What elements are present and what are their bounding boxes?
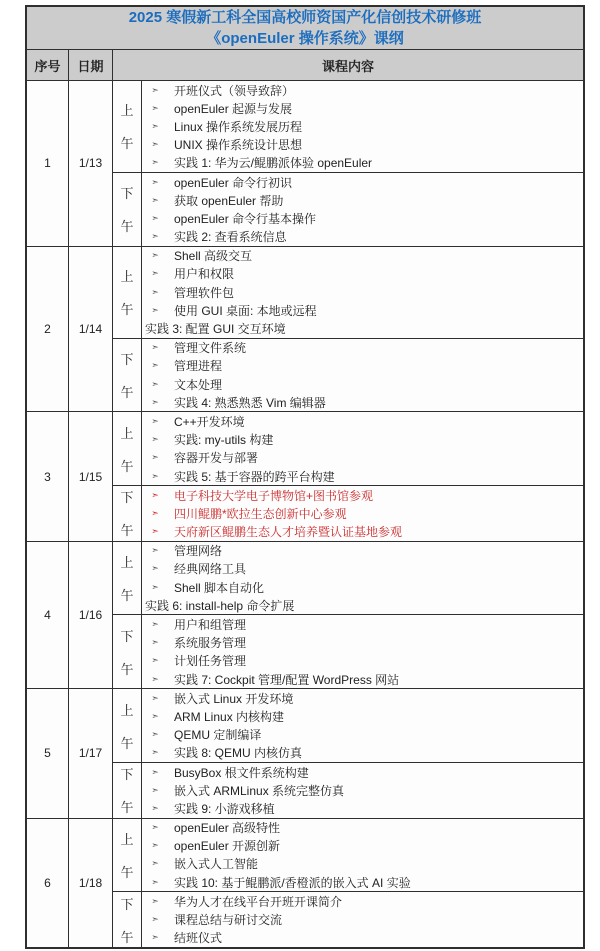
course-item-text: BusyBox 根文件系统构建 [174,765,309,780]
course-item [142,191,583,209]
course-item [142,209,583,227]
course-item-text: 实践 4: 熟悉熟悉 Vim 编辑器 [174,395,326,410]
session-morning [113,689,583,762]
session-morning [113,412,583,485]
course-item [142,339,583,357]
course-item-text: openEuler 命令行基本操作 [174,211,317,226]
session-afternoon [113,614,583,688]
course-item-text: 实践 7: Cockpit 管理/配置 WordPress 网站 [174,672,400,687]
course-item-text: openEuler 命令行初识 [174,175,293,190]
arrow-bullet-icon: ➣ [151,250,159,261]
course-item-text: ARM Linux 内核构建 [174,709,285,724]
course-item [142,596,583,614]
day-sessions [113,247,583,412]
course-item-text: 开班仪式（领导致辞） [174,83,295,98]
period-char: 上 [120,831,134,847]
course-item-text: UNIX 操作系统设计思想 [174,138,303,153]
arrow-bullet-icon: ➣ [151,895,159,906]
arrow-bullet-icon: ➣ [151,858,159,869]
arrow-bullet-icon: ➣ [151,120,159,131]
course-item [142,652,583,670]
course-item-text: 实践 5: 基于容器的跨平台构建 [174,469,335,484]
course-item [142,615,583,633]
course-item [142,81,583,99]
course-item-text: 嵌入式 Linux 开发环境 [174,691,294,706]
course-item-list [142,412,583,485]
course-item-list [142,542,583,615]
arrow-bullet-icon: ➣ [151,396,159,407]
session-afternoon [113,891,583,947]
arrow-bullet-icon: ➣ [151,415,159,426]
day-date: 1/16 [69,542,113,689]
arrow-bullet-icon: ➣ [151,360,159,371]
course-item [142,560,583,578]
arrow-bullet-icon: ➣ [151,637,159,648]
course-item-text: 用户和组管理 [174,618,247,633]
arrow-bullet-icon: ➣ [151,139,159,150]
day-date: 1/13 [69,81,113,246]
course-item [142,449,583,467]
day-index: 3 [27,412,69,540]
arrow-bullet-icon: ➣ [151,526,159,537]
course-item [142,283,583,301]
arrow-bullet-icon: ➣ [151,840,159,851]
document-title [27,7,583,50]
day-sessions [113,819,583,947]
arrow-bullet-icon: ➣ [151,932,159,943]
day-row [27,818,583,947]
doc-title-line-2: 《openEuler 操作系统》课纲 [206,30,404,47]
period-char: 下 [120,186,134,202]
arrow-bullet-icon: ➣ [151,710,159,721]
arrow-bullet-icon: ➣ [151,876,159,887]
course-item-text: 使用 GUI 桌面: 本地或远程 [174,303,317,318]
course-item [142,173,583,191]
course-item-text: openEuler 开源创新 [174,839,281,854]
course-item [142,689,583,707]
arrow-bullet-icon: ➣ [151,231,159,242]
course-item-text: 用户和权限 [174,267,235,282]
arrow-bullet-icon: ➣ [151,157,159,168]
day-date: 1/15 [69,412,113,540]
day-index: 6 [27,819,69,947]
course-item-list [142,339,583,412]
arrow-bullet-icon: ➣ [151,102,159,113]
course-item [142,136,583,154]
period-char: 午 [120,385,134,400]
arrow-bullet-icon: ➣ [151,766,159,777]
day-sessions [113,81,583,246]
course-item [142,763,583,781]
period-char: 上 [120,425,134,441]
arrow-bullet-icon: ➣ [151,176,159,187]
course-item [142,929,583,947]
course-item-text: Shell 脚本自动化 [174,580,265,595]
period-char: 下 [120,490,134,506]
session-afternoon [113,338,583,412]
period-char: 下 [120,352,134,367]
period-label [113,689,142,762]
course-item-text: 文本处理 [174,377,223,392]
course-item [142,819,583,837]
period-char: 午 [120,588,134,604]
course-item [142,247,583,265]
course-item-text: 管理进程 [174,359,223,374]
day-date: 1/17 [69,689,113,817]
period-char: 下 [120,767,134,783]
course-item-text: 管理软件包 [174,285,235,300]
curriculum-table [25,5,585,949]
period-label [113,412,142,485]
day-date: 1/14 [69,247,113,412]
period-label [113,892,142,947]
day-sessions [113,412,583,540]
course-item-text: 实践 2: 查看系统信息 [174,230,287,245]
course-item-list [142,615,583,688]
course-item-text: Shell 高级交互 [174,249,253,264]
arrow-bullet-icon: ➣ [151,434,159,445]
course-item [142,265,583,283]
course-item [142,393,583,411]
day-row [27,541,583,689]
course-item-text: 管理网络 [174,544,223,559]
course-item [142,486,583,504]
arrow-bullet-icon: ➣ [151,822,159,833]
session-afternoon [113,172,583,246]
day-row [27,81,583,246]
session-morning [113,81,583,172]
arrow-bullet-icon: ➣ [151,304,159,315]
period-char: 午 [120,523,134,539]
course-item-text: 嵌入式 ARMLinux 系统完整仿真 [174,783,345,798]
period-label [113,615,142,688]
course-item [142,467,583,485]
course-item-text: 结班仪式 [174,931,223,946]
course-item [142,357,583,375]
course-item-text: Linux 操作系统发展历程 [174,119,303,134]
arrow-bullet-icon: ➣ [151,673,159,684]
day-index: 4 [27,542,69,689]
course-item-text: 实践 8: QEMU 内核仿真 [174,746,303,761]
period-label [113,763,142,818]
day-row [27,688,583,817]
day-date: 1/18 [69,819,113,947]
course-item-text: C++开发环境 [174,414,245,429]
course-item [142,855,583,873]
arrow-bullet-icon: ➣ [151,342,159,353]
period-label [113,339,142,412]
arrow-bullet-icon: ➣ [151,507,159,518]
session-morning [113,819,583,892]
period-char: 上 [120,555,134,571]
course-item-text: openEuler 高级特性 [174,821,281,836]
course-item [142,837,583,855]
course-item-text: 天府新区鲲鹏生态人才培养暨认证基地参观 [174,525,403,540]
day-index: 1 [27,81,69,246]
course-item-list [142,892,583,947]
period-char: 午 [120,661,134,677]
course-item-list [142,486,583,541]
course-item-list [142,173,583,246]
arrow-bullet-icon: ➣ [151,268,159,279]
course-item-text: 华为人才在线平台开班开课简介 [174,894,343,909]
arrow-bullet-icon: ➣ [151,489,159,500]
arrow-bullet-icon: ➣ [151,563,159,574]
day-row [27,411,583,540]
day-index: 2 [27,247,69,412]
course-item [142,799,583,817]
course-item [142,431,583,449]
course-item-text: QEMU 定制编译 [174,728,262,743]
course-item-text: 计划任务管理 [174,654,247,669]
arrow-bullet-icon: ➣ [151,452,159,463]
period-label [113,542,142,615]
period-char: 上 [120,269,134,285]
course-item-list [142,247,583,338]
session-afternoon [113,485,583,541]
course-item-text: 实践 3: 配置 GUI 交互环境 [145,322,286,337]
table-body [27,81,583,947]
period-char: 上 [120,702,134,718]
course-item-text: 实践 9: 小游戏移植 [174,801,275,816]
day-index: 5 [27,689,69,817]
period-char: 午 [120,458,134,474]
period-char: 上 [120,103,134,119]
course-item [142,634,583,652]
doc-title-line-1: 2025 寒假新工科全国高校师资国产化信创技术研修班 [128,9,482,26]
session-afternoon [113,762,583,818]
course-item [142,744,583,762]
course-item-text: 实践 6: install-help 命令扩展 [145,598,295,613]
period-char: 午 [120,735,134,751]
period-char: 午 [120,929,134,945]
session-morning [113,542,583,615]
course-item-text: openEuler 起源与发展 [174,101,293,116]
period-label [113,81,142,172]
arrow-bullet-icon: ➣ [151,84,159,95]
arrow-bullet-icon: ➣ [151,212,159,223]
column-header-date: 日期 [69,50,113,80]
period-char: 午 [120,219,134,235]
arrow-bullet-icon: ➣ [151,729,159,740]
course-item [142,726,583,744]
course-item [142,670,583,688]
arrow-bullet-icon: ➣ [151,286,159,297]
course-item-text: 经典网络工具 [174,562,247,577]
arrow-bullet-icon: ➣ [151,747,159,758]
course-item-text: 嵌入式人工智能 [174,857,259,872]
course-item-text: 四川鲲鹏*欧拉生态创新中心参观 [174,506,347,521]
course-item-text: 课程总结与研讨交流 [174,913,283,928]
period-char: 午 [120,864,134,880]
arrow-bullet-icon: ➣ [151,619,159,630]
course-item [142,542,583,560]
period-char: 午 [120,136,134,152]
course-item-text: 获取 openEuler 帮助 [174,193,284,208]
period-label [113,173,142,246]
course-item [142,99,583,117]
arrow-bullet-icon: ➣ [151,802,159,813]
arrow-bullet-icon: ➣ [151,914,159,925]
course-item [142,228,583,246]
day-row [27,246,583,412]
period-char: 午 [120,800,134,816]
course-item-text: 电子科技大学电子博物馆+图书馆参观 [174,488,374,503]
course-item-list [142,689,583,762]
arrow-bullet-icon: ➣ [151,655,159,666]
period-label [113,247,142,338]
day-sessions [113,689,583,817]
session-morning [113,247,583,338]
course-item [142,873,583,891]
period-char: 午 [120,302,134,318]
arrow-bullet-icon: ➣ [151,545,159,556]
course-item [142,154,583,172]
course-item [142,578,583,596]
arrow-bullet-icon: ➣ [151,692,159,703]
course-item [142,375,583,393]
course-item [142,504,583,522]
course-item-list [142,763,583,818]
course-item-text: 容器开发与部署 [174,451,259,466]
arrow-bullet-icon: ➣ [151,784,159,795]
table-header-row [27,50,583,81]
course-item-list [142,819,583,892]
course-item [142,319,583,337]
period-label [113,486,142,541]
column-header-index: 序号 [27,50,69,80]
course-item [142,910,583,928]
course-item [142,707,583,725]
course-item-text: 实践: my-utils 构建 [174,433,274,448]
period-label [113,819,142,892]
arrow-bullet-icon: ➣ [151,581,159,592]
period-char: 下 [120,628,134,644]
course-item [142,117,583,135]
period-char: 下 [120,896,134,912]
arrow-bullet-icon: ➣ [151,378,159,389]
course-item [142,301,583,319]
arrow-bullet-icon: ➣ [151,470,159,481]
day-sessions [113,542,583,689]
course-item [142,412,583,430]
course-item [142,523,583,541]
course-item-text: 实践 1: 华为云/鲲鹏派体验 openEuler [174,156,373,171]
arrow-bullet-icon: ➣ [151,194,159,205]
column-header-content: 课程内容 [321,58,374,74]
course-item-list [142,81,583,172]
course-item [142,892,583,910]
course-item-text: 系统服务管理 [174,636,247,651]
course-item-text: 实践 10: 基于鲲鹏派/香橙派的嵌入式 AI 实验 [174,875,411,890]
course-item-text: 管理文件系统 [174,341,247,356]
course-item [142,781,583,799]
